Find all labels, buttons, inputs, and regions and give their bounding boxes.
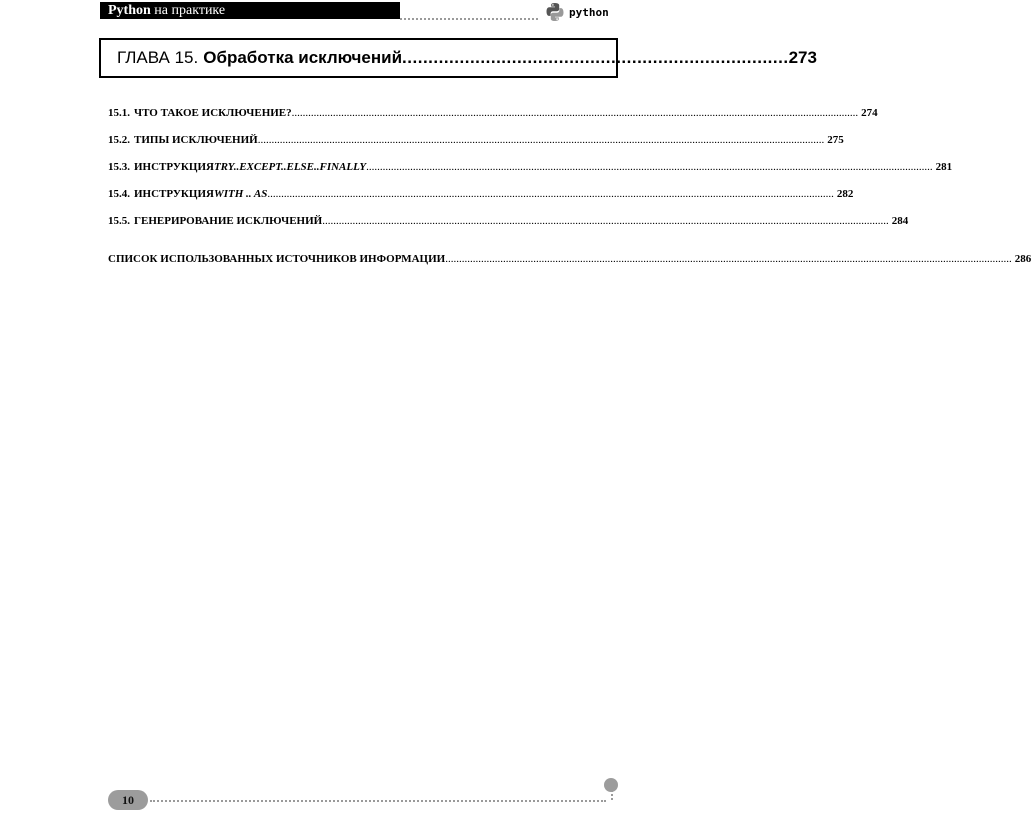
toc-entry-title: ИНСТРУКЦИЯ <box>134 188 214 200</box>
running-header <box>100 2 400 19</box>
chapter-leader-dots: .......................................................................... <box>402 48 789 67</box>
table-of-contents <box>108 107 1031 280</box>
header-title-bold: Python <box>108 3 151 18</box>
toc-entry-sources <box>108 253 1031 280</box>
toc-leader-dots: .............................................................................................................................................................................................................. <box>267 188 834 200</box>
python-logo-text: python <box>569 5 609 19</box>
toc-leader-dots: .............................................................................................................................................................................................................. <box>366 161 933 173</box>
page-number: 10 <box>122 792 134 807</box>
toc-entry-title: ИНСТРУКЦИЯ <box>134 161 214 173</box>
toc-entry-page: 275 <box>827 134 844 146</box>
toc-entry <box>108 161 953 188</box>
toc-entry-page: 274 <box>861 107 878 119</box>
chapter-page-number: 273 <box>788 48 817 67</box>
python-logo <box>545 2 609 22</box>
toc-entry-page: 284 <box>891 215 909 227</box>
python-logo-icon <box>545 2 565 22</box>
chapter-heading-box <box>99 38 817 78</box>
toc-entry-number: 15.4. <box>108 188 130 200</box>
toc-sources-title: СПИСОК ИСПОЛЬЗОВАННЫХ ИСТОЧНИКОВ ИНФОРМАЦИИ <box>108 253 446 265</box>
toc-leader-dots: .............................................................................................................................................................................................................. <box>291 107 859 119</box>
toc-entry-page: 281 <box>935 161 953 173</box>
toc-entry-number: 15.1. <box>108 107 130 119</box>
header-dotted-rule <box>400 18 538 20</box>
toc-entry-number: 15.3. <box>108 161 130 173</box>
chapter-title: Обработка исключений <box>203 48 403 67</box>
toc-entry-number: 15.5. <box>108 215 130 227</box>
footer-dot-ornament <box>604 778 618 792</box>
toc-leader-dots: .............................................................................................................................................................................................................. <box>257 134 825 146</box>
toc-sources-page: 286 <box>1014 253 1031 265</box>
page-number-badge <box>108 790 148 810</box>
footer-dotted-rule <box>150 800 606 802</box>
toc-entry-title: ГЕНЕРИРОВАНИЕ ИСКЛЮЧЕНИЙ <box>134 215 323 227</box>
toc-entry-title-italic: WITH .. AS <box>213 188 268 200</box>
toc-entry-page: 282 <box>836 188 854 200</box>
toc-leader-dots: .............................................................................................................................................................................................................. <box>322 215 889 227</box>
toc-leader-dots: .............................................................................................................................................................................................................. <box>445 253 1012 265</box>
toc-entry <box>108 215 909 242</box>
chapter-number: ГЛАВА 15. <box>117 48 199 67</box>
toc-entry <box>108 107 878 134</box>
toc-entry <box>108 134 844 161</box>
header-title-rest: на практике <box>150 3 226 18</box>
toc-entry-title: ТИПЫ ИСКЛЮЧЕНИЙ <box>134 134 258 146</box>
toc-entry-title-italic: TRY..EXCEPT..ELSE..FINALLY <box>213 161 367 173</box>
toc-entry-number: 15.2. <box>108 134 130 146</box>
toc-entry-title: ЧТО ТАКОЕ ИСКЛЮЧЕНИЕ? <box>134 107 292 119</box>
toc-entry <box>108 188 854 215</box>
